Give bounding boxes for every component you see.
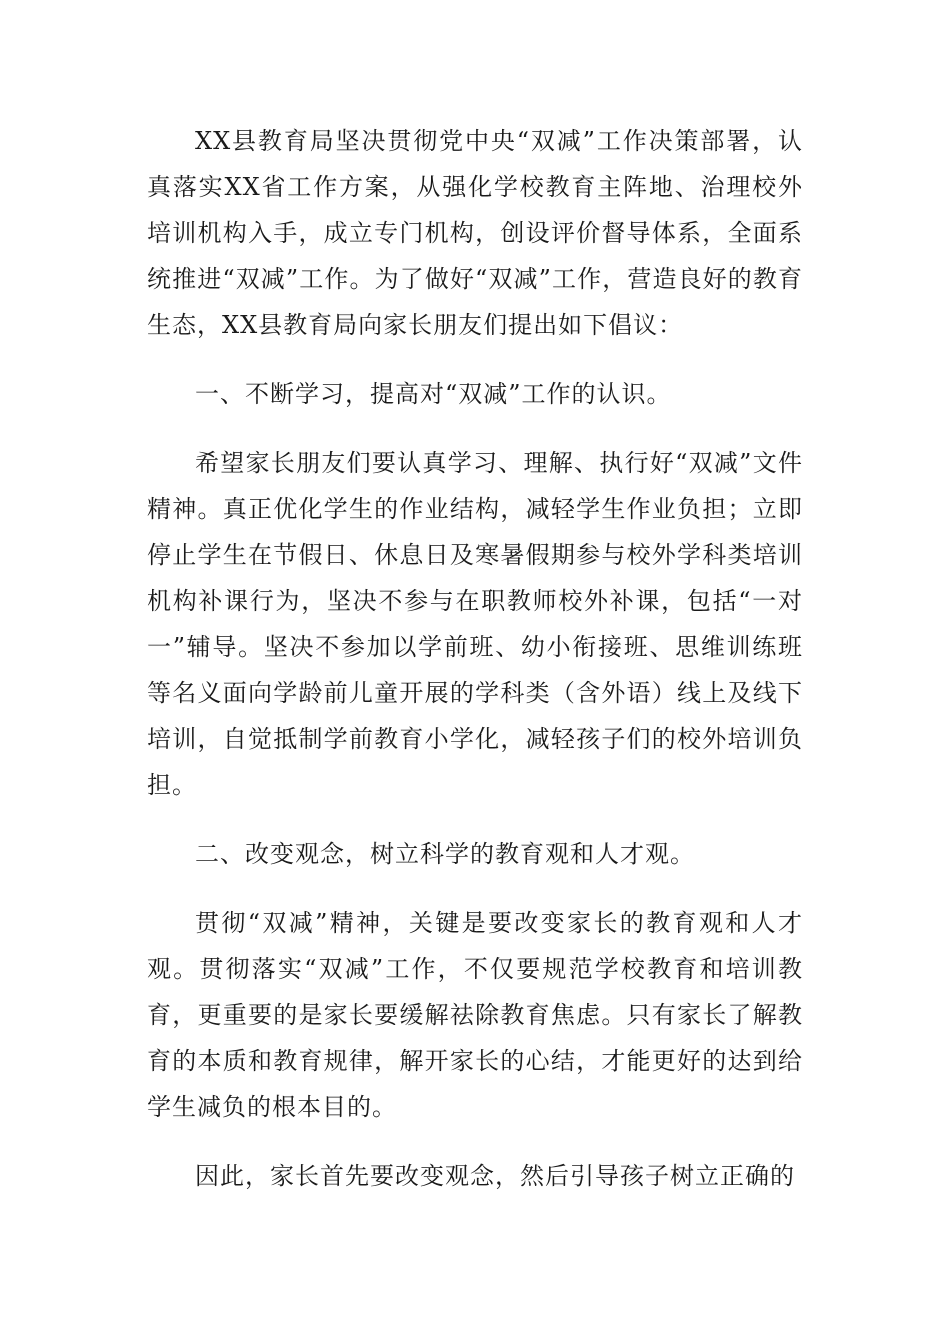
section-1-paragraph: 希望家长朋友们要认真学习、理解、执行好“双减”文件精神。真正优化学生的作业结构，减轻学生作业负担；立即停止学生在节假日、休息日及寒暑假期参与校外学科类培训机构补课行为，坚决不参与在职教师校外补课，包括“一对一”辅导。坚决不参加以学前班、幼小衔接班、思维训练班等名义面向学龄前儿童开展的学科类（含外语）线上及线下培训，自觉抵制学前教育小学化，减轻孩子们的校外培训负担。 [147, 449, 803, 799]
section-2-paragraph-continued: 因此，家长首先要改变观念，然后引导孩子树立正确的 [195, 1162, 795, 1190]
section-2-paragraph: 贯彻“双减”精神，关键是要改变家长的教育观和人才观。贯彻落实“双减”工作，不仅要规范学校教育和培训教育，更重要的是家长要缓解祛除教育焦虑。只有家长了解教育的本质和教育规律，解开家长的心结，才能更好的达到给学生减负的根本目的。 [147, 909, 803, 1121]
section-heading-2: 二、改变观念，树立科学的教育观和人才观。 [195, 840, 695, 868]
intro-paragraph: XX县教育局坚决贯彻党中央“双减”工作决策部署，认真落实XX省工作方案，从强化学校教育主阵地、治理校外培训机构入手，成立专门机构，创设评价督导体系，全面系统推进“双减”工作。为了做好“双减”工作，营造良好的教育生态，XX县教育局向家长朋友们提出如下倡议： [147, 127, 803, 339]
document-body [147, 118, 803, 1222]
section-heading-1: 一、不断学习，提高对“双减”工作的认识。 [195, 380, 672, 408]
